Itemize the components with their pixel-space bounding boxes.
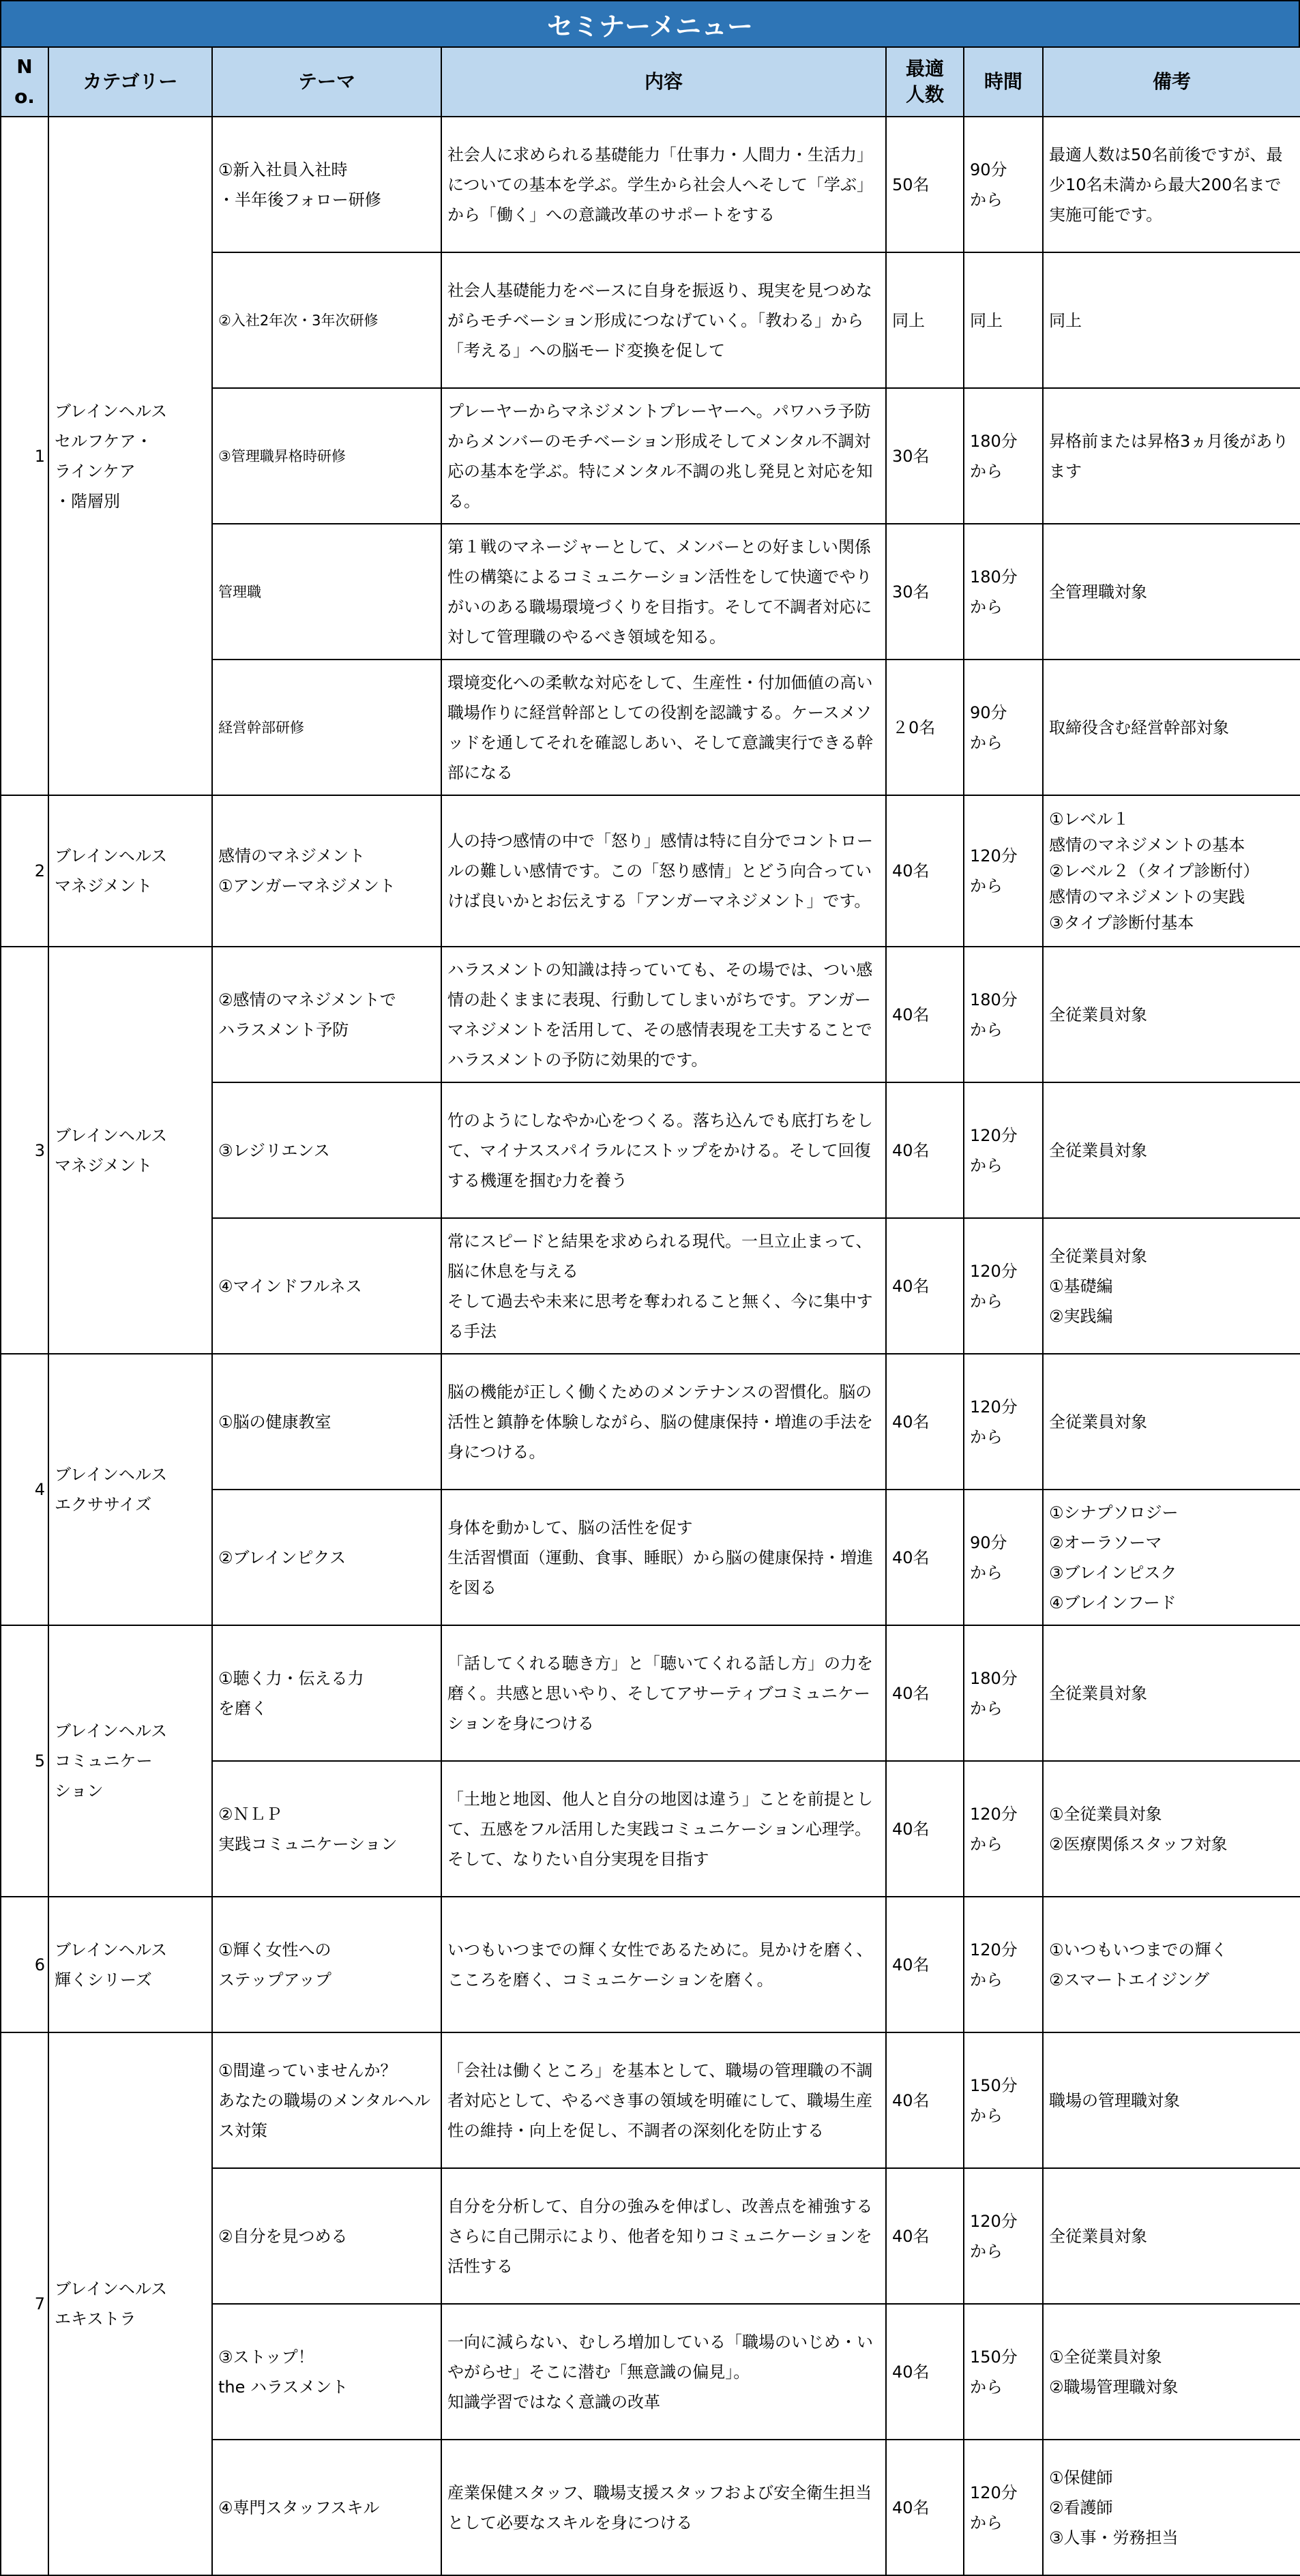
capacity-cell: 同上 <box>886 252 964 388</box>
table-row <box>1 2032 1300 2168</box>
capacity-cell: 40名 <box>886 1761 964 1897</box>
theme-cell: ②自分を見つめる <box>212 2168 441 2304</box>
row-number: 3 <box>1 947 48 1354</box>
header-category: カテゴリー <box>48 47 212 117</box>
theme-cell: ②ＮＬＰ 実践コミュニケーション <box>212 1761 441 1897</box>
time-cell: 180分 から <box>964 947 1043 1082</box>
row-number: 7 <box>1 2032 48 2575</box>
content-cell: 自分を分析して、自分の強みを伸ばし、改善点を補強する さらに自己開示により、他者を知りコミュニケーションを活性する <box>441 2168 886 2304</box>
theme-cell: ④専門スタッフスキル <box>212 2440 441 2575</box>
capacity-cell: ２0名 <box>886 660 964 795</box>
page-title-text: セミナーメニュー <box>546 11 754 42</box>
time-cell: 120分 から <box>964 1082 1043 1218</box>
capacity-cell: 30名 <box>886 388 964 524</box>
theme-cell: ③ストップ！ the ハラスメント <box>212 2304 441 2440</box>
theme-cell: ①脳の健康教室 <box>212 1354 441 1490</box>
capacity-cell: 50名 <box>886 117 964 252</box>
time-cell: 150分 から <box>964 2032 1043 2168</box>
notes-cell: ①保健師 ②看護師 ③人事・労務担当 <box>1043 2440 1300 2575</box>
content-cell: 「話してくれる聴き方」と「聴いてくれる話し方」の力を磨く。共感と思いやり、そしてアサーティブコミュニケーションを身につける <box>441 1625 886 1761</box>
notes-cell: 全従業員対象 <box>1043 2168 1300 2304</box>
theme-cell: 管理職 <box>212 524 441 660</box>
content-cell: ハラスメントの知識は持っていても、その場では、つい感情の赴くままに表現、行動してしまいがちです。アンガーマネジメントを活用して、その感情表現を工夫することでハラスメントの予防に効果的です。 <box>441 947 886 1082</box>
capacity-cell: 40名 <box>886 1897 964 2032</box>
table-row <box>1 1625 1300 1761</box>
time-cell: 同上 <box>964 252 1043 388</box>
time-cell: 120分 から <box>964 2440 1043 2575</box>
content-cell: 環境変化への柔軟な対応をして、生産性・付加価値の高い職場作りに経営幹部としての役割を認識する。ケースメソッドを通してそれを確認しあい、そして意識実行できる幹部になる <box>441 660 886 795</box>
category-cell: ブレインヘルス セルフケア・ ラインケア ・階層別 <box>48 117 212 795</box>
content-cell: 「会社は働くところ」を基本として、職場の管理職の不調者対応として、やるべき事の領域を明確にして、職場生産性の維持・向上を促し、不調者の深刻化を防止する <box>441 2032 886 2168</box>
time-cell: 120分 から <box>964 2168 1043 2304</box>
header-no: No. <box>1 47 48 117</box>
notes-cell: 全従業員対象 <box>1043 1082 1300 1218</box>
table-body <box>1 117 1300 2575</box>
theme-cell: ②感情のマネジメントで ハラスメント予防 <box>212 947 441 1082</box>
time-cell: 120分 から <box>964 1218 1043 1354</box>
time-cell: 120分 から <box>964 1354 1043 1490</box>
notes-cell: 最適人数は50名前後ですが、最少10名未満から最大200名まで実施可能です。 <box>1043 117 1300 252</box>
content-cell: 身体を動かして、脳の活性を促す 生活習慣面（運動、食事、睡眠）から脳の健康保持・増進を図る <box>441 1490 886 1625</box>
theme-cell: ①聴く力・伝える力 を磨く <box>212 1625 441 1761</box>
capacity-cell: 40名 <box>886 2304 964 2440</box>
content-cell: 脳の機能が正しく働くためのメンテナンスの習慣化。脳の活性と鎮静を体験しながら、脳の健康保持・増進の手法を身につける。 <box>441 1354 886 1490</box>
capacity-cell: 40名 <box>886 1218 964 1354</box>
time-cell: 90分 から <box>964 117 1043 252</box>
header-theme: テーマ <box>212 47 441 117</box>
notes-cell: 昇格前または昇格3ヵ月後があります <box>1043 388 1300 524</box>
theme-cell: ①新入社員入社時 ・半年後フォロー研修 <box>212 117 441 252</box>
notes-cell: ①シナプソロジー ②オーラソーマ ③ブレインピスク ④ブレインフード <box>1043 1490 1300 1625</box>
notes-cell: ①全従業員対象 ②職場管理職対象 <box>1043 2304 1300 2440</box>
theme-cell: ③レジリエンス <box>212 1082 441 1218</box>
time-cell: 180分 から <box>964 524 1043 660</box>
row-number: 2 <box>1 795 48 947</box>
theme-cell: ④マインドフルネス <box>212 1218 441 1354</box>
time-cell: 120分 から <box>964 1761 1043 1897</box>
category-cell: ブレインヘルス マネジメント <box>48 947 212 1354</box>
notes-cell: 全管理職対象 <box>1043 524 1300 660</box>
page-title <box>0 0 1300 46</box>
category-cell: ブレインヘルス エクササイズ <box>48 1354 212 1625</box>
category-cell: ブレインヘルス コミュニケー ション <box>48 1625 212 1897</box>
capacity-cell: 40名 <box>886 2032 964 2168</box>
content-cell: 「土地と地図、他人と自分の地図は違う」ことを前提として、五感をフル活用した実践コミュニケーション心理学。そして、なりたい自分実現を目指す <box>441 1761 886 1897</box>
table-header-row <box>1 47 1300 117</box>
theme-cell: ③管理職昇格時研修 <box>212 388 441 524</box>
content-cell: 社会人に求められる基礎能力「仕事力・人間力・生活力」についての基本を学ぶ。学生から社会人へそして「学ぶ」から「働く」への意識改革のサポートをする <box>441 117 886 252</box>
content-cell: 一向に減らない、むしろ増加している「職場のいじめ・いやがらせ」そこに潜む「無意識の偏見」。 知識学習ではなく意識の改革 <box>441 2304 886 2440</box>
row-number: 4 <box>1 1354 48 1625</box>
capacity-cell: 40名 <box>886 1625 964 1761</box>
time-cell: 180分 から <box>964 1625 1043 1761</box>
category-cell: ブレインヘルス マネジメント <box>48 795 212 947</box>
capacity-cell: 40名 <box>886 1490 964 1625</box>
notes-cell: ①レベル１ 感情のマネジメントの基本 ②レベル２（タイプ診断付） 感情のマネジメントの実践 ③タイプ診断付基本 <box>1043 795 1300 947</box>
content-cell: 竹のようにしなやか心をつくる。落ち込んでも底打ちをして、マイナススパイラルにストップをかける。そして回復する機運を掴む力を養う <box>441 1082 886 1218</box>
content-cell: プレーヤーからマネジメントプレーヤーへ。パワハラ予防からメンバーのモチベーション形成そしてメンタル不調対応の基本を学ぶ。特にメンタル不調の兆し発見と対応を知る。 <box>441 388 886 524</box>
theme-cell: 経営幹部研修 <box>212 660 441 795</box>
notes-cell: ①全従業員対象 ②医療関係スタッフ対象 <box>1043 1761 1300 1897</box>
table-row <box>1 1354 1300 1490</box>
capacity-cell: 30名 <box>886 524 964 660</box>
header-time: 時間 <box>964 47 1043 117</box>
header-capacity: 最適 人数 <box>886 47 964 117</box>
notes-cell: ①いつもいつまでの輝く ②スマートエイジング <box>1043 1897 1300 2032</box>
category-cell: ブレインヘルス エキストラ <box>48 2032 212 2575</box>
time-cell: 90分 から <box>964 1490 1043 1625</box>
theme-cell: ①間違っていませんか？ あなたの職場のメンタルヘルス対策 <box>212 2032 441 2168</box>
content-cell: 社会人基礎能力をベースに自身を振返り、現実を見つめながらモチベーション形成につなげていく。「教わる」から「考える」への脳モード変換を促して <box>441 252 886 388</box>
notes-cell: 全従業員対象 ①基礎編 ②実践編 <box>1043 1218 1300 1354</box>
capacity-cell: 40名 <box>886 947 964 1082</box>
time-cell: 180分 から <box>964 388 1043 524</box>
category-cell: ブレインヘルス 輝くシリーズ <box>48 1897 212 2032</box>
notes-cell: 同上 <box>1043 252 1300 388</box>
capacity-cell: 40名 <box>886 1354 964 1490</box>
theme-cell: 感情のマネジメント ①アンガーマネジメント <box>212 795 441 947</box>
theme-cell: ②ブレインピクス <box>212 1490 441 1625</box>
content-cell: 人の持つ感情の中で「怒り」感情は特に自分でコントロールの難しい感情です。この「怒り感情」とどう向合っていけば良いかとお伝えする「アンガーマネジメント」です。 <box>441 795 886 947</box>
row-number: 6 <box>1 1897 48 2032</box>
table-row <box>1 117 1300 252</box>
capacity-cell: 40名 <box>886 795 964 947</box>
header-notes: 備考 <box>1043 47 1300 117</box>
theme-cell: ②入社2年次・3年次研修 <box>212 252 441 388</box>
theme-cell: ①輝く女性への ステップアップ <box>212 1897 441 2032</box>
header-content: 内容 <box>441 47 886 117</box>
time-cell: 120分 から <box>964 1897 1043 2032</box>
notes-cell: 職場の管理職対象 <box>1043 2032 1300 2168</box>
notes-cell: 取締役含む経営幹部対象 <box>1043 660 1300 795</box>
row-number: 5 <box>1 1625 48 1897</box>
notes-cell: 全従業員対象 <box>1043 1354 1300 1490</box>
table-row <box>1 1897 1300 2032</box>
capacity-cell: 40名 <box>886 1082 964 1218</box>
notes-cell: 全従業員対象 <box>1043 947 1300 1082</box>
content-cell: 常にスピードと結果を求められる現代。一旦立止まって、脳に休息を与える そして過去や未来に思考を奪われること無く、今に集中する手法 <box>441 1218 886 1354</box>
content-cell: いつもいつまでの輝く女性であるために。見かけを磨く、こころを磨く、コミュニケーションを磨く。 <box>441 1897 886 2032</box>
table-row <box>1 795 1300 947</box>
capacity-cell: 40名 <box>886 2168 964 2304</box>
capacity-cell: 40名 <box>886 2440 964 2575</box>
time-cell: 90分 から <box>964 660 1043 795</box>
notes-cell: 全従業員対象 <box>1043 1625 1300 1761</box>
content-cell: 産業保健スタッフ、職場支援スタッフおよび安全衛生担当として必要なスキルを身につける <box>441 2440 886 2575</box>
content-cell: 第１戦のマネージャーとして、メンバーとの好ましい関係性の構築によるコミュニケーション活性をして快適でやりがいのある職場環境づくりを目指す。そして不調者対応に対して管理職のやるべき領域を知る。 <box>441 524 886 660</box>
table-row <box>1 947 1300 1082</box>
time-cell: 120分 から <box>964 795 1043 947</box>
row-number: 1 <box>1 117 48 795</box>
seminar-table <box>0 46 1300 2576</box>
time-cell: 150分 から <box>964 2304 1043 2440</box>
